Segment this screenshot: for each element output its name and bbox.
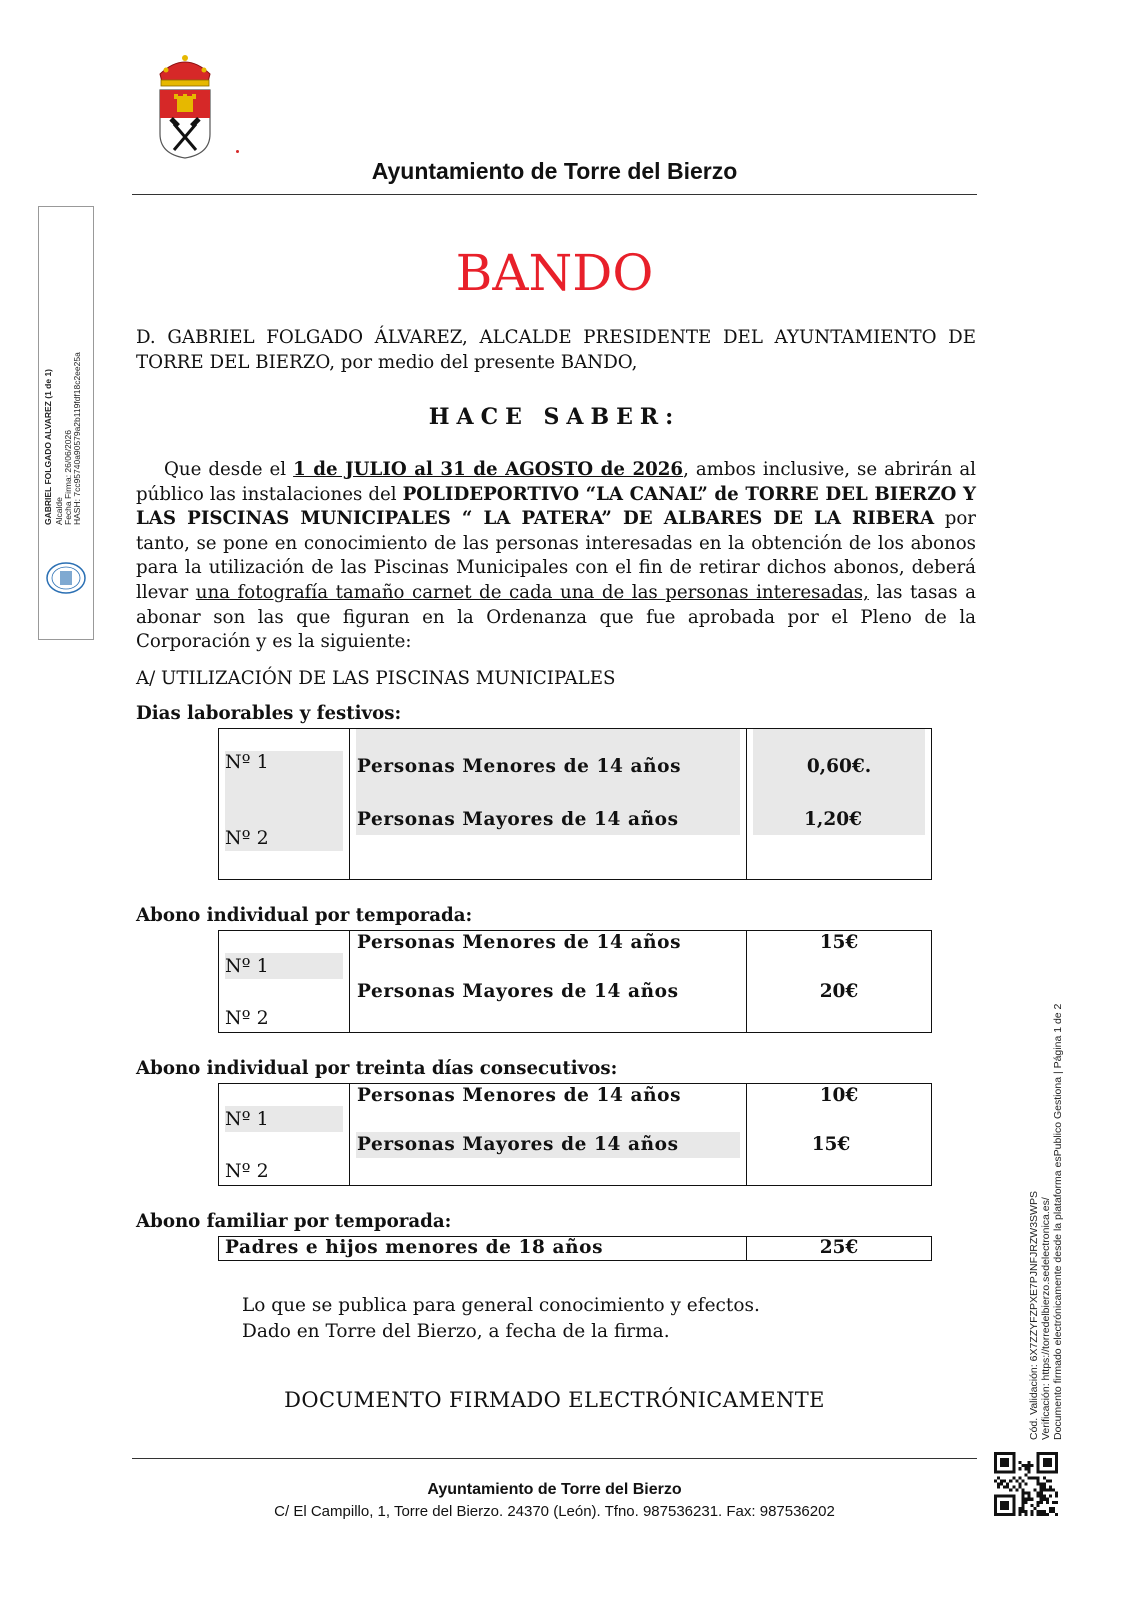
validation-note: Documento firmado electrónicamente desde la plataforma esPublico Gestiona | Página 1 de 2 [1052,1003,1064,1440]
thirty-price-cell [747,1084,932,1186]
season-d2: Personas Mayores de 14 años [357,981,679,1002]
stamp-role: Alcalde [54,497,64,525]
thirty-d2: Personas Mayores de 14 años [357,1134,679,1155]
stamp-hash: HASH: 7cc95740a90579a2b119fdf18c2ee25a [72,352,82,525]
daily-d1: Personas Menores de 14 años [357,756,682,777]
season-price-cell [747,931,932,1033]
season-n1: Nº 1 [225,955,269,977]
family-heading: Abono familiar por temporada: [136,1211,452,1232]
hace-saber-heading: HACE SABER: [428,404,681,430]
family-desc-cell [219,1237,747,1261]
season-number-cell [219,931,350,1033]
season-desc-cell [350,931,747,1033]
body-mid1: , ambos inclusive, se abrirán al público las instalaciones del [136,459,976,505]
season-p1: 15€ [819,932,859,953]
daily-number-cell [219,729,350,880]
closing-line1: Lo que se publica para general conocimiento y efectos. [242,1295,760,1316]
daily-price-cell [747,729,932,880]
part-a-heading: A/ UTILIZACIÓN DE LAS PISCINAS MUNICIPALES [136,668,616,689]
intro-paragraph: D. GABRIEL FOLGADO ÁLVAREZ, ALCALDE PRESIDENTE DEL AYUNTAMIENTO DE TORRE DEL BIERZO, por medio del presente BANDO, [136,327,976,373]
red-dot-mark [236,150,239,153]
body-mid2: por tanto, se pone en conocimiento de las personas interesadas en la obtención de los abonos para la utilización de las Piscinas Municipales con el fin de retirar dichos abonos, deberá llevar [136,508,976,603]
signature-stamp [38,206,94,640]
season-n2: Nº 2 [225,1007,269,1029]
thirty-d1: Personas Menores de 14 años [357,1085,682,1106]
season-heading: Abono individual por temporada: [136,905,473,926]
family-price-cell [747,1237,932,1261]
header-municipality: Ayuntamiento de Torre del Bierzo [371,158,738,184]
thirty-n1: Nº 1 [225,1108,269,1130]
header-rule [132,194,977,195]
family-d1: Padres e hijos menores de 18 años [225,1237,604,1258]
daily-desc-cell [350,729,747,880]
facilities: POLIDEPORTIVO “LA CANAL” de TORRE DEL BIERZO Y LAS PISCINAS MUNICIPALES “ LA PATERA” DE ALBARES DE LA RIBERA [136,483,976,530]
body-start: Que desde el [164,459,294,480]
body-end: las tasas a abonar son las que figuran en la Ordenanza que fue aprobada por el Pleno de la Corporación y es la siguiente: [136,581,977,653]
thirty-fee-table [218,1083,932,1186]
family-fee-table [218,1236,932,1261]
document-title: BANDO [455,244,654,302]
daily-d2: Personas Mayores de 14 años [357,809,679,830]
footer-name: Ayuntamiento de Torre del Bierzo [427,1481,682,1498]
signed-notice: DOCUMENTO FIRMADO ELECTRÓNICAMENTE [284,1388,825,1412]
thirty-p2: 15€ [811,1134,851,1155]
family-p1: 25€ [819,1237,859,1258]
closing-text [242,1293,760,1344]
stamp-date: Fecha Firma: 26/06/2026 [63,430,73,525]
daily-p2: 1,20€ [804,809,862,830]
thirty-p1: 10€ [819,1085,859,1106]
season-d1: Personas Menores de 14 años [357,932,682,953]
opening-dates: 1 de JULIO al 31 de AGOSTO de 2026 [293,459,684,480]
daily-heading: Dias laborables y festivos: [136,703,402,724]
thirty-heading: Abono individual por treinta días consecutivos: [136,1058,618,1079]
daily-fee-table [218,728,932,880]
body-paragraph [136,458,976,655]
closing-line2: Dado en Torre del Bierzo, a fecha de la firma. [242,1320,670,1342]
daily-p1: 0,60€. [806,756,872,777]
qr-code-icon[interactable] [994,1452,1058,1516]
coat-of-arms-logo [150,52,220,162]
validation-code: Cód. Validación: 6X7ZZYFZPXE7PJNFJRZW3SWPS [1028,1191,1040,1440]
season-fee-table [218,930,932,1033]
validation-block [1028,1004,1064,1440]
stamp-signer: GABRIEL FOLGADO ALVAREZ (1 de 1) [43,369,53,525]
stamp-seal-icon [45,561,87,595]
footer-rule [132,1458,977,1459]
validation-verify: Verificación: https://torredelbierzo.sedelectronica.es/ [1040,1197,1052,1440]
thirty-desc-cell [350,1084,747,1186]
season-p2: 20€ [819,981,859,1002]
footer-address: C/ El Campillo, 1, Torre del Bierzo. 24370 (León). Tfno. 987536231. Fax: 987536202 [274,1503,835,1520]
photo-requirement: una fotografía tamaño carnet de cada una de las personas interesadas, [195,581,869,603]
daily-n1: Nº 1 [225,751,269,773]
thirty-n2: Nº 2 [225,1160,269,1182]
daily-n2: Nº 2 [225,827,269,849]
thirty-number-cell [219,1084,350,1186]
